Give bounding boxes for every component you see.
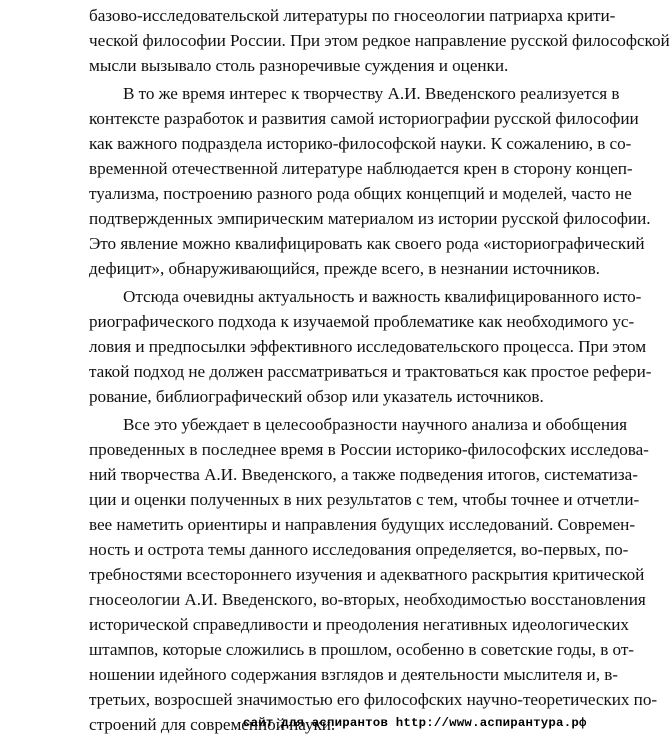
text-line-20: ции и оценки полученных в них результатов с тем, чтобы точнее и отчетли- (89, 490, 640, 509)
text-line-15: такой подход не должен рассматриваться и трактоваться как простое рефери- (89, 362, 652, 381)
text-line-18: проведенных в последнее время в России историко-философских исследова- (89, 440, 649, 459)
text-line-2: ческой философии России. При этом редкое направление русской философской (89, 31, 670, 50)
text-line-25: исторической справедливости и преодоления негативных идеологических (89, 615, 629, 634)
text-line-3: мысли вызывало столь разноречивые суждения и оценки. (89, 56, 509, 75)
text-line-11: дефицит», обнаруживающийся, прежде всего, в незнании источников. (89, 259, 600, 278)
text-line-26: штампов, которые сложились в прошлом, особенно в советские годы, в от- (89, 640, 634, 659)
text-line-7: временной отечественной литературе наблюдается крен в сторону концеп- (89, 159, 633, 178)
text-line-16: рование, библиографический обзор или указатель источников. (89, 387, 544, 406)
text-line-10: Это явление можно квалифицировать как своего рода «историографический (89, 234, 645, 253)
footer-watermark: сайт для аспирантов http://www.аспирантура.рф (243, 716, 587, 730)
text-line-1: базово-исследовательской литературы по гносеологии патриарха крити- (89, 6, 616, 25)
text-line-8: туализма, построению разного рода общих концепций и моделей, часто не (89, 184, 632, 203)
text-line-5: контексте разработок и развития самой историографии русской философии (89, 109, 639, 128)
text-line-24: гносеологии А.И. Введенского, во-вторых, необходимостью восстановления (89, 590, 646, 609)
text-line-29: строений для современной науки. (89, 715, 336, 734)
text-line-28: третьих, возросшей значимостью его философских научно-теоретических по- (89, 690, 658, 709)
text-line-19: ний творчества А.И. Введенского, а также подведения итогов, систематиза- (89, 465, 638, 484)
text-line-6: как важного подраздела историко-философской науки. К сожалению, в со- (89, 134, 632, 153)
text-line-14: ловия и предпосылки эффективного исследовательского процесса. При этом (89, 337, 647, 356)
text-line-9: подтвержденных эмпирическим материалом из истории русской философии. (89, 209, 651, 228)
text-line-13: риографического подхода к изучаемой проблематике как необходимого ус- (89, 312, 635, 331)
text-line-4: В то же время интерес к творчеству А.И. Введенского реализуется в (123, 84, 620, 103)
text-line-27: ношении идейного содержания взглядов и деятельности мыслителя и, в- (89, 665, 618, 684)
text-line-17: Все это убеждает в целесообразности научного анализа и обобщения (123, 415, 628, 434)
text-line-21: вее наметить ориентиры и направления будущих исследований. Современ- (89, 515, 635, 534)
text-line-12: Отсюда очевидны актуальность и важность квалифицированного исто- (123, 287, 642, 306)
text-line-22: ность и острота темы данного исследования определяется, во-первых, по- (89, 540, 629, 559)
text-line-23: требностями всестороннего изучения и адекватного раскрытия критической (89, 565, 645, 584)
